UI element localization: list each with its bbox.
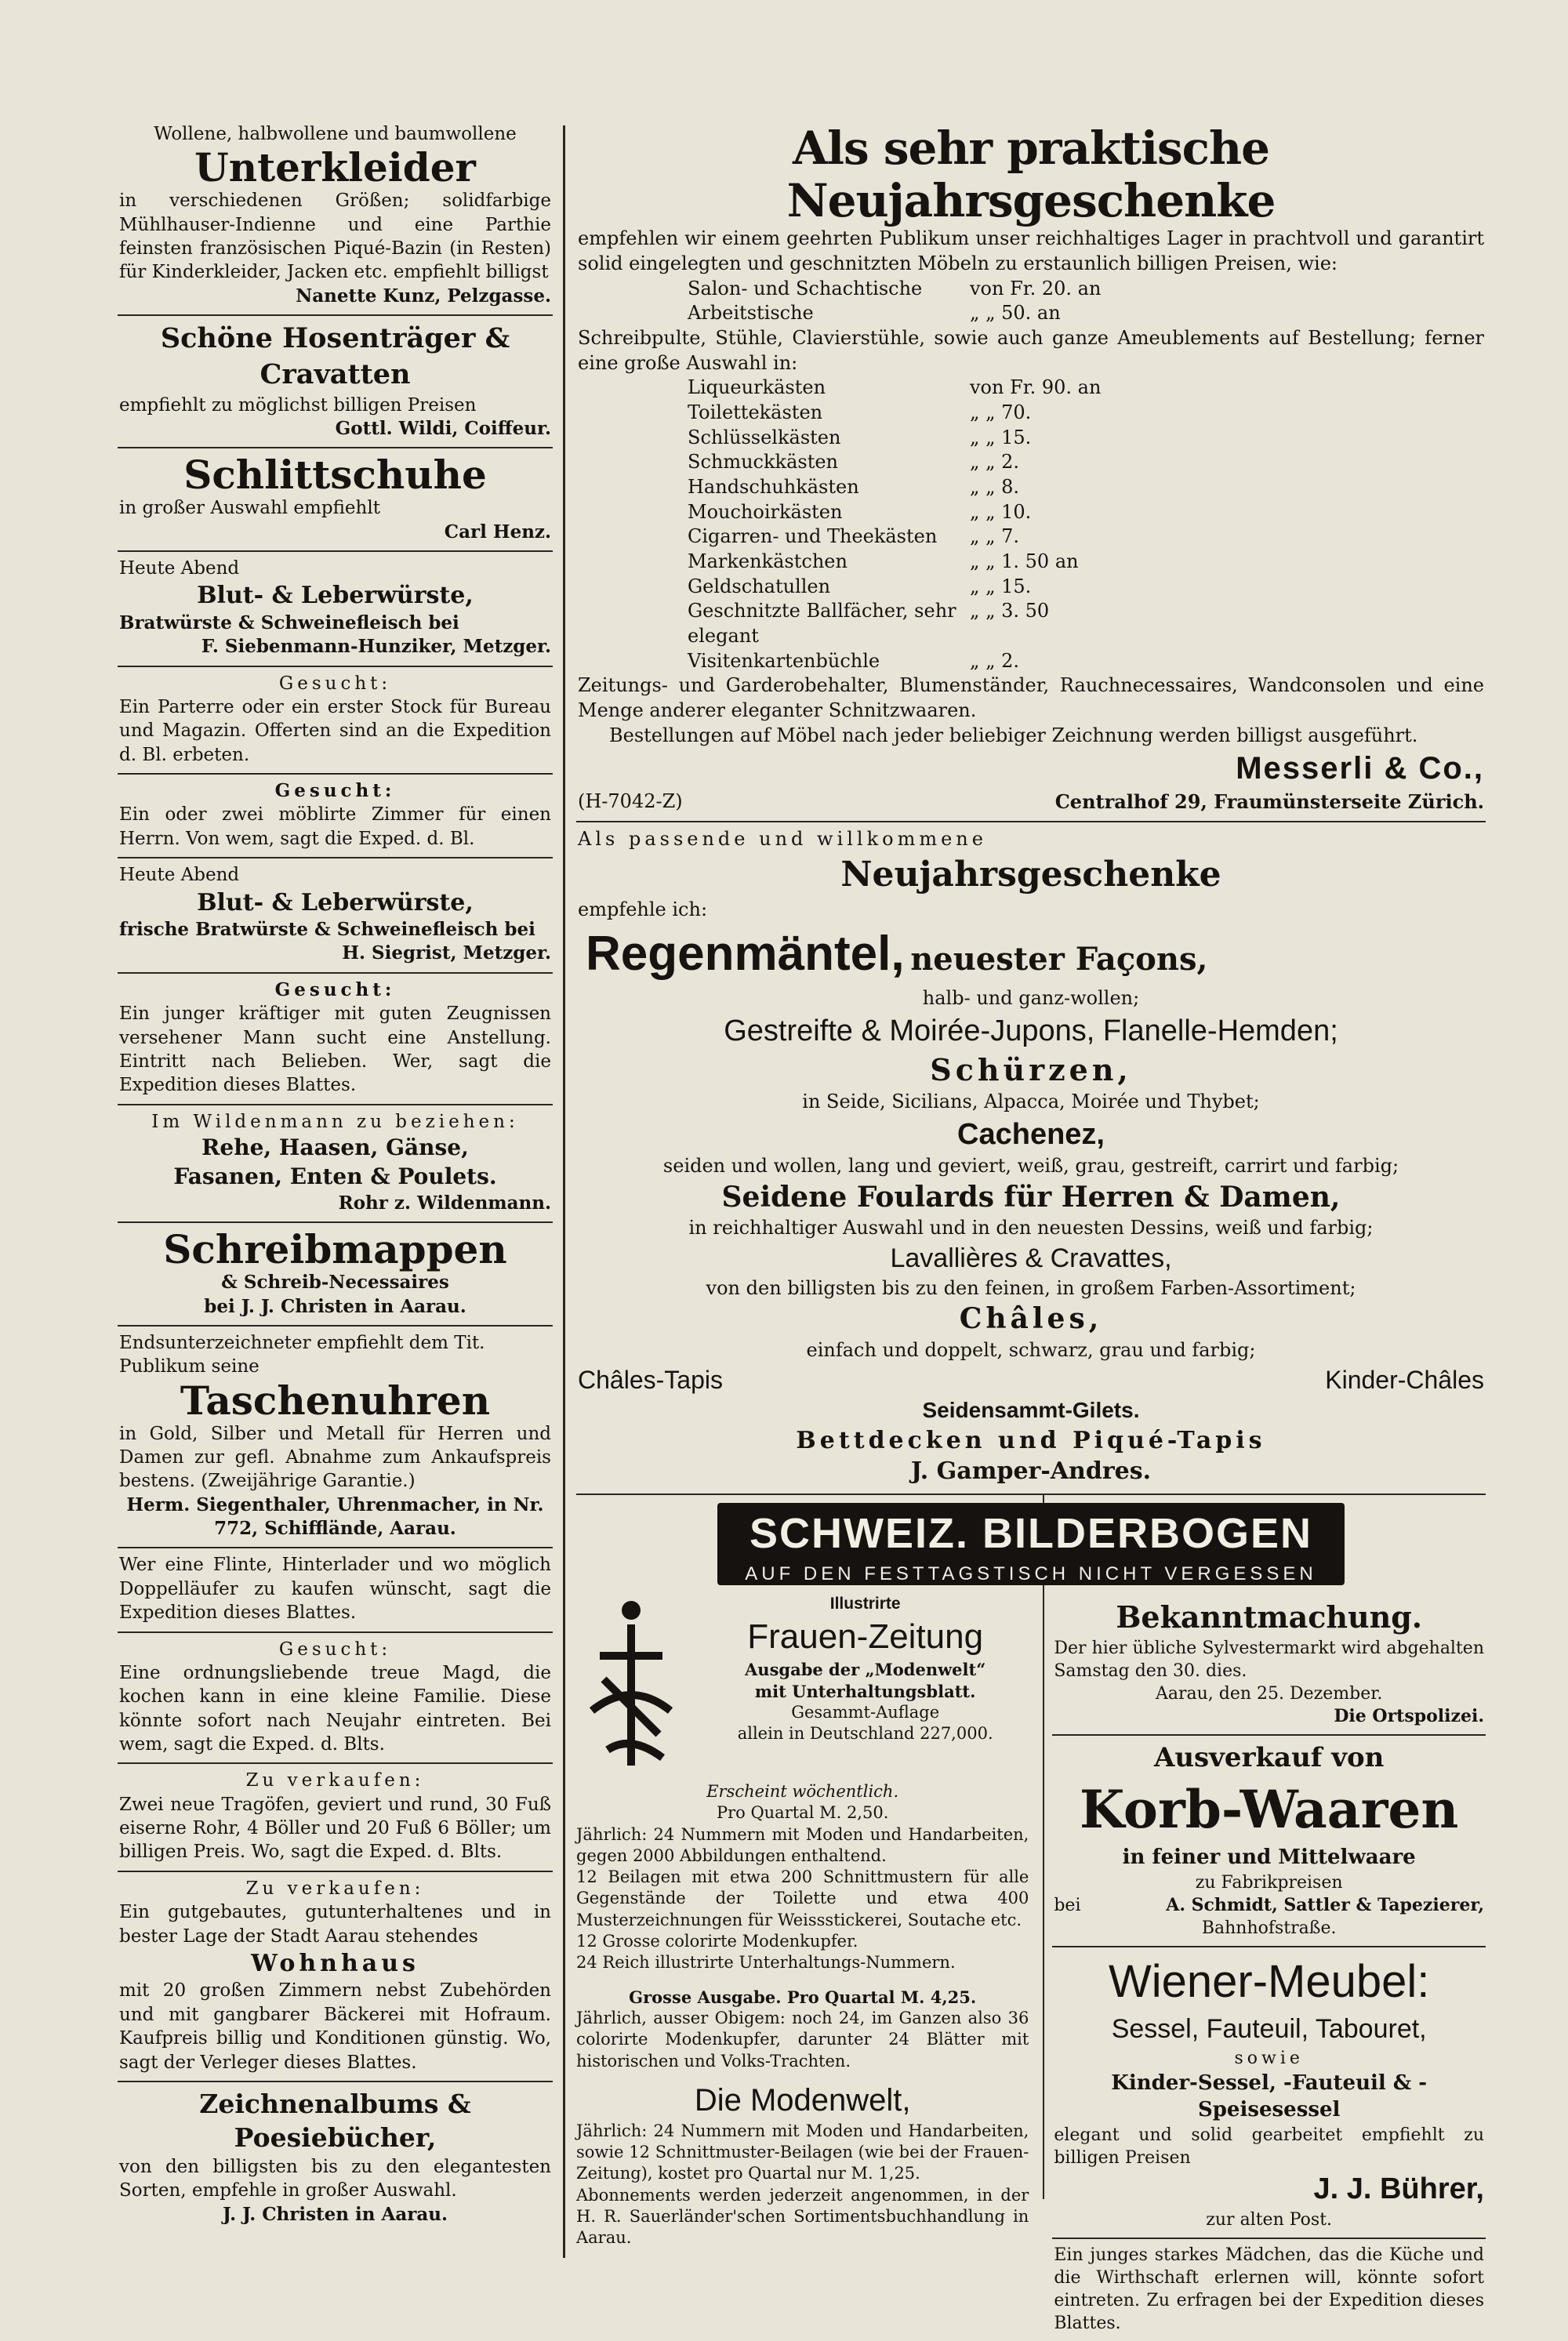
ad-line: Heute Abend (119, 865, 240, 886)
ad-body: empfehlen wir einem geehrten Publikum unser reichhaltiges Lager in prachtvoll und garantirt solid eingelegten und geschnitzten Möbeln zu erstaunlich billigen Preisen, wie: (578, 227, 1484, 275)
price-row (688, 575, 1236, 600)
ad-body: mit 20 großen Zimmern nebst Zubehörden und mit gangbarer Bäckerei mit Hofraum. Kaufpreis billig und Konditionen günstig. Wo, sagt der Verleger dieses Blattes. (119, 1980, 551, 2073)
price-item: Mouchoirkästen (688, 500, 843, 523)
ad-title: Frauen-Zeitung (747, 1617, 984, 1657)
price-row (688, 376, 1236, 401)
ad-gesucht-parterre (118, 667, 553, 775)
ad-line: sowie (1234, 2049, 1304, 2069)
ad-heading: Gesucht: (274, 780, 396, 802)
ad-flinte (118, 1548, 553, 1632)
ad-signature: A. Schmidt, Sattler & Tapezierer, (1166, 1894, 1484, 1915)
ad-title: Korb-Waaren (1080, 1779, 1459, 1841)
ad-line: Wollene, halbwollene und baumwollene (154, 124, 517, 144)
ad-line: Sessel, Fauteuil, Tabouret, (1111, 2014, 1427, 2045)
right-column (576, 118, 1486, 2341)
ad-title: Unterkleider (194, 144, 476, 191)
ad-gamper-andres (576, 822, 1486, 1495)
ad-signature: Nanette Kunz, Pelzgasse. (296, 285, 551, 307)
ad-taschenuhren (118, 1327, 553, 1549)
ad-line: Als passende und willkommene (578, 827, 987, 850)
price-item: Handschuhkästen (688, 476, 859, 499)
ad-line: Gesammt-Auflage (791, 1703, 940, 1722)
price-value: „ „ 3. 50 (970, 600, 1050, 622)
price-row (688, 500, 1236, 525)
ad-hosentraeger (118, 316, 553, 448)
ad-body: 12 Grosse colorirte Modenkupfer. (576, 1932, 858, 1951)
ad-gesucht-zimmer (118, 775, 553, 858)
ad-body: 24 Reich illustrirte Unterhaltungs-Nummern. (576, 1953, 956, 1973)
ad-verkaufen-tragoefen (118, 1764, 553, 1871)
price-row (688, 649, 1236, 674)
ad-gesucht-magd (118, 1633, 553, 1765)
ad-signature: Rohr z. Wildenmann. (338, 1192, 551, 1214)
ad-line: Ausverkauf von (1153, 1742, 1385, 1774)
ad-blutwuerste-1 (118, 552, 553, 667)
ad-neujahrsgeschenke-moebel (576, 118, 1486, 822)
price-row (688, 450, 1236, 475)
ad-body: Ein junger kräftiger mit guten Zeugnissen versehener Mann sucht eine Anstellung. Eintritt nach Belieben. Wer, sagt die Expedition dieses Blattes. (119, 1004, 551, 1096)
ad-line: in Seide, Sicilians, Alpacca, Moirée und Thybet; (802, 1091, 1260, 1113)
ad-wildenmann (118, 1105, 553, 1224)
ad-signature: Die Ortspolizei. (1334, 1706, 1484, 1727)
ad-title: Schlittschuhe (183, 452, 487, 499)
price-value: „ „ 1. 50 an (970, 550, 1079, 573)
ad-wiener-meubel (1052, 1947, 1486, 2239)
ad-title: Schöne Hosenträger & Cravatten (160, 322, 510, 391)
frauen-zeitung-logo-icon (576, 1593, 694, 1781)
ad-line: in feiner und Mittelwaare (1122, 1846, 1416, 1870)
ad-body: Jährlich: 24 Nummern mit Moden und Handarbeiten, sowie 12 Schnittmuster-Beilagen (wie bei der Frauen-Zeitung), kostet pro Quartal nur M. 1,25. (576, 2121, 1029, 2183)
price-item: Liqueurkästen (688, 376, 826, 399)
ad-tag-right: Kinder-Châles (1325, 1365, 1484, 1394)
ad-body: in Gold, Silber und Metall für Herren und Damen zur gefl. Abnahme zum Ankaufspreis bestens. (Zweijährige Garantie.) (119, 1423, 551, 1492)
ad-body: Zwei neue Tragöfen, geviert und rund, 30 Fuß eiserne Rohr, 4 Böller und 20 Fuß 6 Böller; um billigen Preis. Wo, sagt die Exped. d. Blts. (119, 1794, 551, 1863)
ad-signature: F. Siebenmann-Hunziker, Metzger. (201, 636, 551, 658)
ad-line: Grosse Ausgabe. Pro Quartal M. 4,25. (629, 1987, 977, 2007)
ad-line: Heute Abend (119, 557, 240, 579)
price-item: Arbeitstische (688, 302, 814, 325)
ad-body: Ein gutgebautes, gutunterhaltenes und in bester Lage der Stadt Aarau stehendes (119, 1902, 551, 1947)
price-row (688, 599, 1236, 648)
ad-body: elegant und solid gearbeitet empfiehlt zu billigen Preisen (1054, 2125, 1484, 2168)
banner-title: SCHWEIZ. BILDERBOGEN (749, 1509, 1312, 1557)
frauen-zeitung-ad (576, 1593, 1040, 2341)
ad-body: in großer Auswahl empfiehlt (119, 498, 380, 519)
ad-line: einfach und doppelt, schwarz, grau und farbig; (806, 1338, 1256, 1361)
ad-schreibmappen (118, 1223, 553, 1327)
banner-subtitle: AUF DEN FESTTAGSTISCH NICHT VERGESSEN (745, 1563, 1317, 1585)
ad-line: Illustrirte (829, 1594, 901, 1613)
ad-schlittschuhe (118, 448, 553, 552)
ad-line: & Schreib-Necessaires (221, 1272, 449, 1294)
ad-signature: Carl Henz. (444, 521, 551, 543)
price-row (688, 550, 1236, 575)
ad-body: Eine ordnungsliebende treue Magd, die kochen kann in eine kleine Familie. Diese könnte sofort nach Neujahr eintreten. Bei wem, sagt die Exped. d. Blts. (119, 1662, 551, 1755)
ad-signature: J. J. Bührer, (1313, 2172, 1484, 2205)
ad-signature: Gottl. Wildi, Coiffeur. (335, 417, 551, 439)
ad-zeichnenalbums (118, 2082, 553, 2233)
regenmaentel-title: Regenmäntel, (586, 927, 905, 982)
ad-unterkleider (118, 118, 553, 316)
ad-signature: J. Gamper-Andres. (910, 1457, 1152, 1486)
ad-line: von den billigsten bis zu den feinen, in großem Farben-Assortiment; (706, 1276, 1356, 1299)
price-row (688, 277, 1236, 302)
price-row (688, 401, 1236, 426)
ad-body: Ein oder zwei möblirte Zimmer für einen Herrn. Von wem, sagt die Exped. d. Bl. (119, 804, 551, 849)
ad-title: Wohnhaus (251, 1949, 419, 1977)
ad-line: Rehe, Haasen, Gänse, (201, 1134, 469, 1160)
price-item: Markenkästchen (688, 550, 848, 573)
ad-signature: J. J. Christen in Aarau. (222, 2203, 448, 2225)
ad-body: Ein junges starkes Mädchen, das die Küche und die Wirthschaft erlernen will, könnte sofort eintreten. Zu erfragen bei der Expedition dieses Blattes. (1054, 2245, 1484, 2334)
ad-line: empfehle ich: (578, 898, 708, 920)
ad-line: Gestreifte & Moirée-Jupons, Flanelle-Hemden; (724, 1014, 1338, 1047)
ad-heading: Zu verkaufen: (245, 1878, 425, 1899)
ad-signature: Herm. Siegenthaler, Uhrenmacher, in Nr. 772, Schifflände, Aarau. (126, 1494, 544, 1540)
price-item: Toilettekästen (688, 401, 823, 424)
ad-blutwuerste-2 (118, 858, 553, 974)
column-divider (563, 125, 565, 2258)
ad-title: Taschenuhren (180, 1377, 491, 1424)
ad-body: Jährlich: 24 Nummern mit Moden und Handarbeiten, gegen 2000 Abbildungen enthaltend. (576, 1824, 1029, 1865)
ad-line: Endsunterzeichneter empfiehlt dem Tit. Publikum seine (119, 1332, 485, 1377)
ad-line: Fasanen, Enten & Poulets. (173, 1163, 497, 1189)
ad-line: halb- und ganz-wollen; (922, 987, 1140, 1010)
ad-line: Pro Quartal M. 2,50. (716, 1803, 889, 1823)
price-value: „ „ 8. (970, 476, 1020, 499)
ad-line: seiden und wollen, lang und geviert, weiß, grau, gestreift, carrirt und farbig; (662, 1155, 1399, 1178)
ad-line: Châles, (959, 1302, 1103, 1336)
ad-body: Zeitungs- und Garderobehalter, Blumenständer, Rauchnecessaires, Wandconsolen und eine Menge anderer eleganter Schnitzwaaren. (578, 674, 1484, 722)
ad-title: Die Modenwelt, (694, 2082, 911, 2118)
price-value: „ „ 10. (970, 500, 1032, 523)
ad-line: in reichhaltiger Auswahl und in den neuesten Dessins, weiß und farbig; (688, 1217, 1374, 1239)
lower-right-columns (576, 1593, 1486, 2341)
ad-title: Zeichnenalbums & Poesiebücher, (199, 2088, 471, 2154)
ad-korbwaaren (1052, 1736, 1486, 1947)
ad-line: bei (1054, 1895, 1081, 1915)
ad-gesucht-mann (118, 974, 553, 1105)
ad-body: Jährlich, ausser Obigem: noch 24, im Ganzen also 36 colorirte Modenkupfer, darunter 24 Blätter mit historischen und Volks-Trachten. (576, 2008, 1029, 2071)
ad-line: Kinder-Sessel, -Fauteuil & -Speisesessel (1111, 2071, 1428, 2122)
ad-body: Ein Parterre oder ein erster Stock für Bureau und Magazin. Offerten sind an die Expedition d. Bl. erbeten. (119, 697, 551, 765)
ad-title: Wiener-Meubel: (1108, 1955, 1430, 2007)
ad-body: in verschiedenen Größen; solidfarbige Mühlhauser-Indienne und eine Parthie feinsten französischen Piqué-Bazin (in Resten) für Kinderkleider, Jacken etc. empfiehlt billigst (119, 191, 551, 283)
ad-line: zu Fabrikpreisen (1195, 1872, 1343, 1893)
ad-title: Bekanntmachung. (1116, 1599, 1423, 1635)
ad-heading: Gesucht: (278, 1639, 392, 1660)
ad-body: Bestellungen auf Möbel nach jeder beliebiger Zeichnung werden billigst ausgeführt. (609, 724, 1418, 746)
ad-title: Als sehr praktische Neujahrsgeschenke (786, 122, 1276, 227)
price-value: von Fr. 20. an (970, 277, 1102, 299)
ad-tag-left: Châles-Tapis (578, 1365, 723, 1394)
ad-title: Schreibmappen (163, 1226, 507, 1273)
ad-body: Schreibpulte, Stühle, Clavierstühle, sowie auch ganze Ameublements auf Bestellung; ferner eine große Auswahl in: (578, 327, 1484, 374)
ad-line: Erscheint wöchentlich. (706, 1781, 899, 1801)
price-row (688, 475, 1236, 500)
price-value: „ „ 2. (970, 451, 1020, 474)
ad-line: Seidene Foulards für Herren & Damen, (721, 1180, 1341, 1214)
price-item: Schlüsselkästen (688, 426, 841, 448)
ad-line: frische Bratwürste & Schweinefleisch bei (119, 919, 535, 941)
price-value: „ „ 15. (970, 575, 1032, 597)
ad-heading: Gesucht: (278, 673, 392, 694)
price-value: „ „ 15. (970, 426, 1032, 448)
bilderbogen-banner (717, 1503, 1345, 1585)
ad-line: Lavallières & Cravattes, (890, 1243, 1172, 1273)
ad-bekanntmachung (1052, 1593, 1486, 1736)
firm-address: Centralhof 29, Fraumünsterseite Zürich. (1054, 790, 1484, 814)
price-value: „ „ 70. (970, 401, 1032, 424)
price-item: Visitenkartenbüchle (688, 649, 880, 672)
ad-line: Seidensammt-Gilets. (922, 1397, 1140, 1422)
ad-body: Wer eine Flinte, Hinterlader und wo möglich Doppelläufer zu kaufen wünscht, sagt die Expedition dieses Blattes. (119, 1555, 551, 1624)
ad-address: zur alten Post. (1206, 2209, 1333, 2230)
price-item: Schmuckkästen (688, 451, 839, 474)
price-value: „ „ 7. (970, 525, 1020, 548)
price-list-2 (688, 376, 1236, 673)
price-value: von Fr. 90. an (970, 376, 1102, 399)
ad-line: Ausgabe der „Modenwelt“ (745, 1660, 986, 1680)
ad-body: Abonnements werden jederzeit angenommen, in der H. R. Sauerländer'schen Sortimentsbuchhandlung in Aarau. (576, 2185, 1029, 2248)
ad-title: Blut- & Leberwürste, (197, 582, 474, 610)
ad-line: neuester Façons, (910, 941, 1208, 978)
ad-line: Schürzen, (930, 1052, 1132, 1088)
ad-body: empfiehlt zu möglichst billigen Preisen (119, 394, 477, 416)
price-list-1 (688, 277, 1236, 326)
ad-maedchen (1052, 2239, 1486, 2341)
ad-line: allein in Deutschland 227,000. (737, 1724, 993, 1744)
ad-title: Neujahrsgeschenke (840, 854, 1221, 895)
ad-signature: H. Siegrist, Metzger. (342, 942, 551, 964)
firm-name: Messerli & Co., (1236, 751, 1484, 786)
price-item: Geschnitzte Ballfächer, sehr elegant (688, 600, 956, 648)
ad-verkaufen-wohnhaus (118, 1872, 553, 2082)
price-item: Geldschatullen (688, 575, 831, 597)
left-column (118, 118, 553, 2233)
price-value: „ „ 50. an (970, 302, 1061, 325)
ad-line: Cachenez, (957, 1117, 1105, 1151)
ad-reference: (H-7042-Z) (578, 790, 683, 813)
ad-heading: Gesucht: (274, 978, 396, 1000)
ad-body: 12 Beilagen mit etwa 200 Schnittmustern für alle Gegenstände der Toilette und etwa 400 Musterzeichnungen für Weissstickerei, Soutache etc. (576, 1867, 1029, 1929)
ad-line: mit Unterhaltungsblatt. (754, 1681, 976, 1701)
ad-line: Im Wildenmann zu beziehen: (151, 1111, 519, 1132)
ad-date: Aarau, den 25. Dezember. (1155, 1684, 1383, 1704)
price-row (688, 426, 1236, 451)
ad-line: Bettdecken und Piqué-Tapis (796, 1426, 1266, 1454)
right-lower-ads (1040, 1593, 1486, 2341)
price-item: Cigarren- und Theekästen (688, 525, 938, 548)
ad-signature: bei J. J. Christen in Aarau. (204, 1295, 466, 1317)
ad-address: Bahnhofstraße. (1201, 1918, 1337, 1938)
ad-body: von den billigsten bis zu den elegantesten Sorten, empfehle in großer Auswahl. (119, 2157, 551, 2201)
price-value: „ „ 2. (970, 649, 1020, 672)
price-row (688, 524, 1236, 550)
ad-body: Der hier übliche Sylvestermarkt wird abgehalten Samstag den 30. dies. (1054, 1639, 1484, 1682)
ad-title: Blut- & Leberwürste, (197, 888, 474, 916)
ad-heading: Zu verkaufen: (245, 1770, 425, 1791)
price-item: Salon- und Schachtische (688, 277, 923, 299)
price-row (688, 301, 1236, 326)
ad-line: Bratwürste & Schweinefleisch bei (119, 612, 459, 633)
